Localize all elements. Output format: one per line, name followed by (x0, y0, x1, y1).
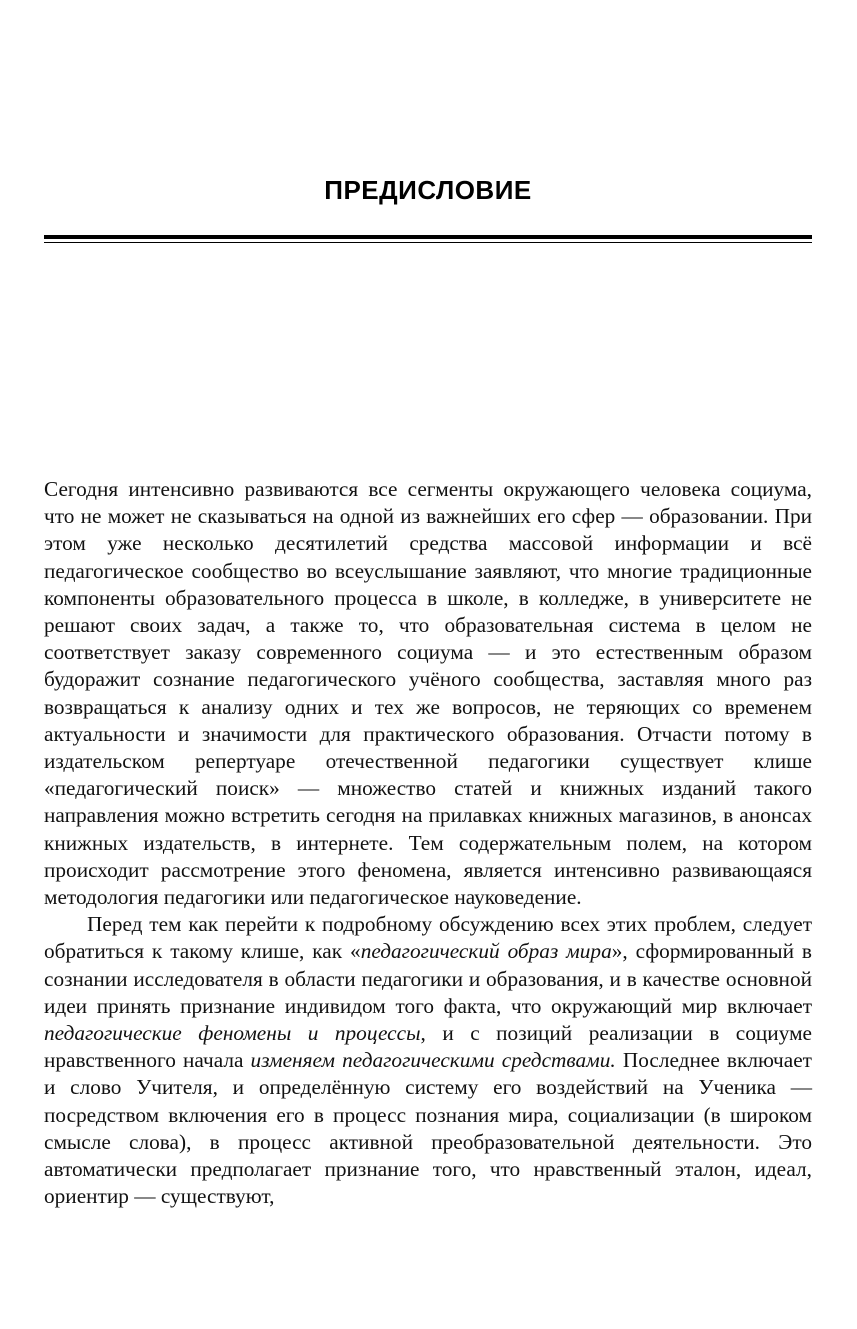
paragraph-2-text-3: , и с позиций реализации в социуме нравственного начала (44, 1021, 813, 1073)
paragraph-2-text-1: Перед тем как перейти к подробному обсуждению всех этих проблем, следует обратиться к такому клише, как « (44, 912, 812, 964)
paragraph-1: Сегодня интенсивно развиваются все сегменты окружающего человека социума, что не может не сказываться на одной из важнейших его сфер — образовании. При этом уже несколько десятилетий средства массовой информации и всё педагогическое сообщество во всеуслышание заявляют, что многие традиционные компоненты образовательного процесса в школе, в колледже, в университете не решают своих задач, а также то, что образовательная система в целом не соответствует заказу современного социума — и это естественным образом будоражит сознание педагогического учёного сообщества, заставляя много раз возвращаться к анализу одних и тех же вопросов, не теряющих со временем актуальности и значимости для практического образования. Отчасти потому в издательском репертуаре отечественной педагогики существует клише «педагогический поиск» — множество статей и книжных изданий такого направления можно встретить сегодня на прилавках книжных магазинов, в анонсах книжных издательств, в интернете. Тем содержательным полем, на котором происходит рассмотрение этого феномена, является интенсивно развивающаяся методология педагогики или педагогическое науковедение. (44, 477, 812, 910)
paragraph-2-italic-3: изменяем педагогическими средствами. (250, 1048, 616, 1073)
paragraph-2-italic-1: педагогический образ мира (360, 939, 612, 964)
paragraph-2-text-2: », сформированный в сознании исследователя в области педагогики и образования, и в качестве основной идеи принять признание индивидом того факта, что окружающий мир включает (44, 939, 812, 1018)
title-rule-thick (44, 235, 812, 239)
chapter-title: ПРЕДИСЛОВИЕ (324, 175, 532, 205)
paragraph-2 (44, 911, 812, 1210)
paragraph-2-text-4: Последнее включает и слово Учителя, и определённую систему его воздействий на Ученика — посредством включения его в процесс познания мира, социализации (в широком смысле слова), в процесс активной преобразовательной деятельности. Это автоматически предполагает признание того, что нравственный эталон, идеал, ориентир — существуют, (44, 1048, 812, 1209)
body-text (44, 476, 812, 1210)
paragraph-2-italic-2: педагогические феномены и процессы (44, 1021, 421, 1046)
title-rule-thin (44, 242, 812, 243)
